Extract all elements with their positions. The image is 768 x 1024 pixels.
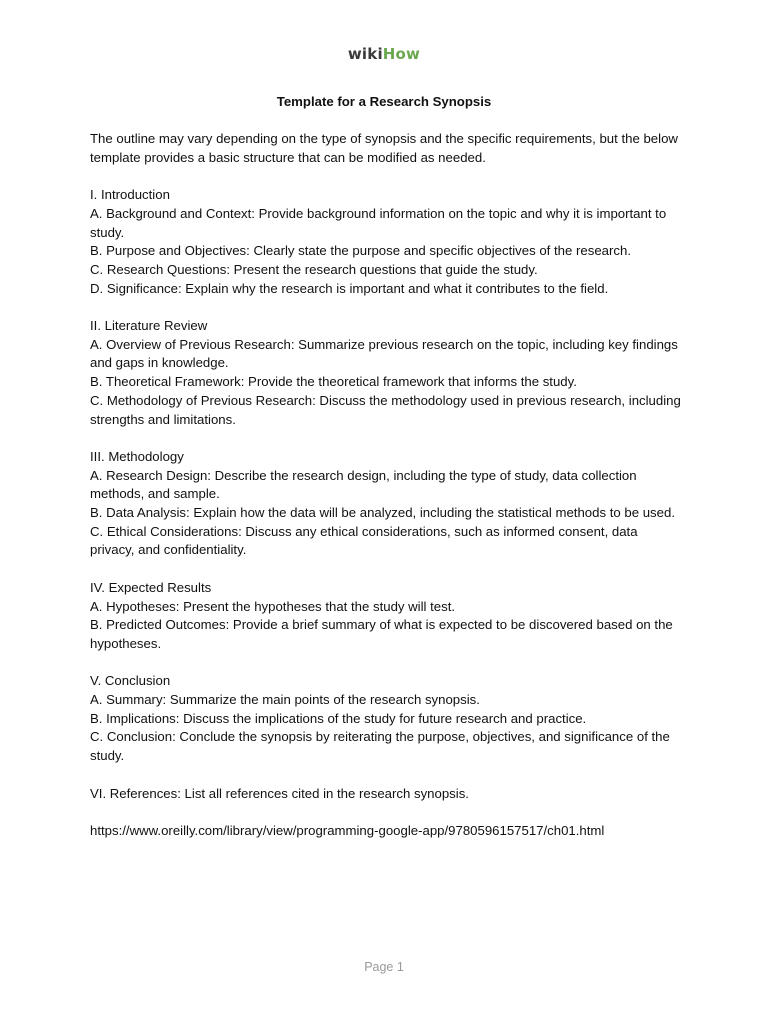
section-item: A. Background and Context: Provide background information on the topic and why it is important to study. xyxy=(90,205,667,240)
page-number: Page 1 xyxy=(364,960,404,974)
section-references: VI. References: List all references cited in the research synopsis. xyxy=(90,785,469,801)
wikihow-logo xyxy=(0,44,768,64)
section-item: C. Methodology of Previous Research: Discuss the methodology used in previous research, including strengths and limitations. xyxy=(90,392,681,427)
section-heading: III. Methodology xyxy=(90,448,184,464)
section-literature-review xyxy=(90,317,685,429)
section-conclusion xyxy=(90,672,685,766)
section-heading: IV. Expected Results xyxy=(90,579,212,595)
section-item: C. Research Questions: Present the research questions that guide the study. xyxy=(90,261,538,277)
logo-wiki-text: wiki xyxy=(347,45,383,63)
section-item: D. Significance: Explain why the research is important and what it contributes to the field. xyxy=(90,280,609,296)
section-item: A. Summary: Summarize the main points of the research synopsis. xyxy=(90,692,480,708)
section-introduction xyxy=(90,186,685,298)
document-body xyxy=(90,130,685,859)
section-item: B. Data Analysis: Explain how the data will be analyzed, including the statistical methods to be used. xyxy=(90,505,675,521)
section-item: B. Theoretical Framework: Provide the theoretical framework that informs the study. xyxy=(90,374,577,390)
section-expected-results xyxy=(90,579,685,654)
section-item: B. Predicted Outcomes: Provide a brief summary of what is expected to be discovered based on the hypotheses. xyxy=(90,617,673,651)
section-item: B. Purpose and Objectives: Clearly state the purpose and specific objectives of the research. xyxy=(90,243,631,259)
section-item: C. Ethical Considerations: Discuss any ethical considerations, such as informed consent, data privacy, and confidentiality. xyxy=(90,523,638,558)
section-heading: V. Conclusion xyxy=(90,673,171,689)
section-item: A. Overview of Previous Research: Summarize previous research on the topic, including key findings and gaps in knowledge. xyxy=(90,336,678,371)
section-methodology xyxy=(90,448,685,560)
logo-how-text: How xyxy=(382,45,421,63)
section-item: A. Hypotheses: Present the hypotheses that the study will test. xyxy=(90,598,456,614)
intro-paragraph: The outline may vary depending on the type of synopsis and the specific requirements, but the below template provides a basic structure that can be modified as needed. xyxy=(90,131,678,165)
section-heading: II. Literature Review xyxy=(90,318,208,333)
section-item: B. Implications: Discuss the implications of the study for future research and practice. xyxy=(90,710,587,726)
section-item: C. Conclusion: Conclude the synopsis by reiterating the purpose, objectives, and significance of the study. xyxy=(90,729,670,764)
reference-url: https://www.oreilly.com/library/view/programming-google-app/9780596157517/ch01.html xyxy=(90,822,605,838)
section-item: A. Research Design: Describe the research design, including the type of study, data collection methods, and sample. xyxy=(90,467,637,502)
section-heading: I. Introduction xyxy=(90,187,170,203)
document-title: Template for a Research Synopsis xyxy=(276,94,492,109)
